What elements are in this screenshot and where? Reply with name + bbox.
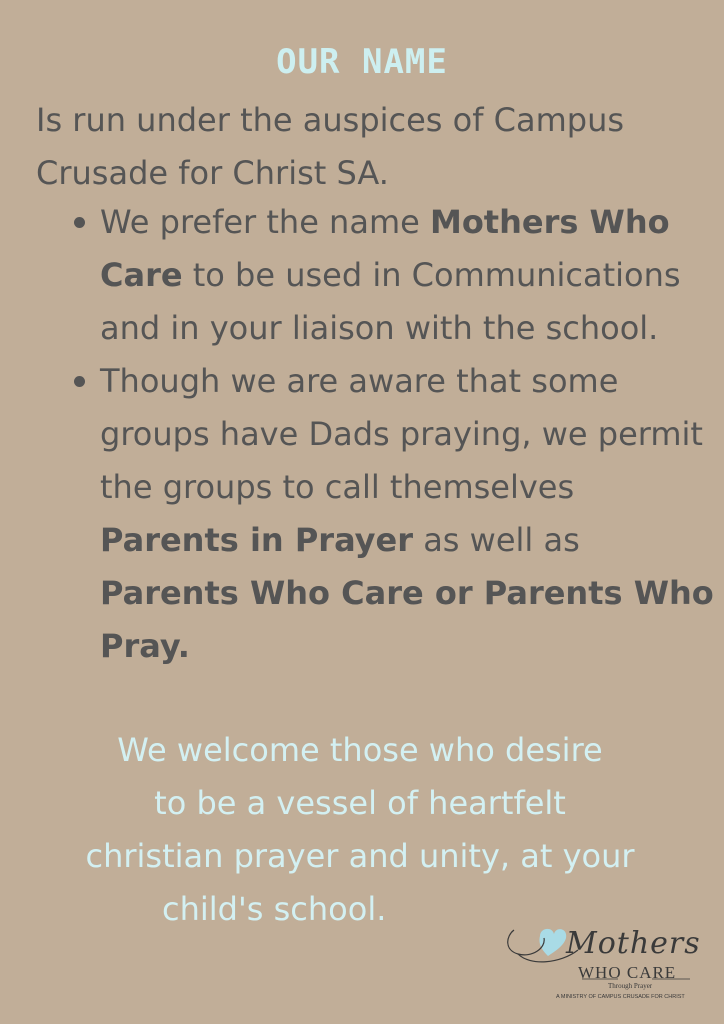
bullet-item-parents-groups xyxy=(100,355,715,673)
bullet-emphasis: Parents Who Care or Parents Who Pray. xyxy=(100,574,714,665)
welcome-line: We welcome those who desire xyxy=(117,731,603,769)
bullet-list xyxy=(100,196,715,673)
logo-tagline: Through Prayer xyxy=(608,982,653,990)
logo-script-text: Mothers xyxy=(566,926,701,961)
bullet-text: as well as xyxy=(413,521,580,559)
welcome-line: child's school. xyxy=(162,890,387,928)
intro-paragraph: Is run under the auspices of Campus Crusade for Christ SA. xyxy=(36,101,625,192)
mothers-who-care-logo xyxy=(500,910,710,1010)
bullet-text: Though we are aware that some groups have Dads praying, we permit the groups to call themselves xyxy=(100,362,703,506)
welcome-line: christian prayer and unity, at your xyxy=(85,837,635,875)
bullet-emphasis: Parents in Prayer xyxy=(100,521,414,559)
bullet-text: We prefer the name xyxy=(100,203,430,241)
logo-subtitle: WHO CARE xyxy=(578,963,677,982)
bullet-emphasis: Mothers Who Care xyxy=(100,203,670,294)
welcome-message xyxy=(40,724,680,936)
bullet-item-name-preference xyxy=(100,196,715,355)
logo-ministry-line: A MINISTRY OF CAMPUS CRUSADE FOR CHRIST xyxy=(556,994,685,1000)
bullet-text: to be used in Communications and in your liaison with the school. xyxy=(100,256,681,347)
welcome-line: to be a vessel of heartfelt xyxy=(154,784,566,822)
page-title: OUR NAME xyxy=(276,42,448,82)
